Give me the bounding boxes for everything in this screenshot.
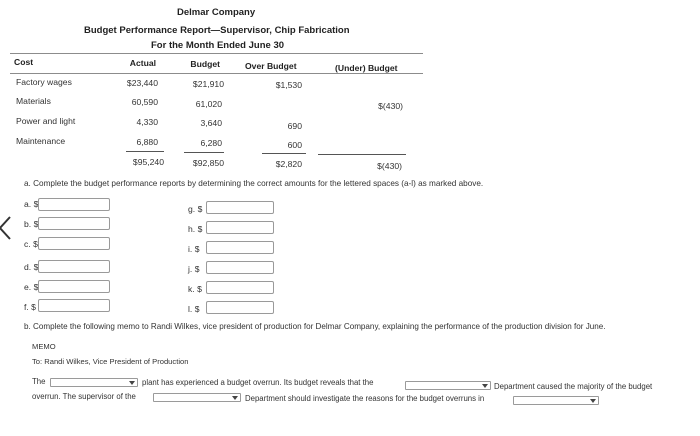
header-rule-top bbox=[10, 53, 423, 54]
cell-over: $1,530 bbox=[275, 80, 302, 90]
cell-budget: $21,910 bbox=[192, 79, 224, 89]
total-under: $(430) bbox=[377, 161, 402, 171]
part-a-instruction: a. Complete the budget performance reports by determining the correct amounts for the lettered spaces (a-l) as marked above. bbox=[24, 179, 484, 188]
row-label-materials: Materials bbox=[16, 96, 51, 106]
total-over: $2,820 bbox=[275, 159, 302, 169]
input-label-b: b. $ bbox=[24, 219, 39, 229]
row-label-power-and-light: Power and light bbox=[16, 116, 76, 126]
col-header-under: (Under) Budget bbox=[335, 63, 398, 73]
cell-actual: 60,590 bbox=[131, 97, 158, 107]
cell-over: 690 bbox=[287, 121, 302, 131]
input-label-h: h. $ bbox=[188, 224, 203, 234]
col-header-budget: Budget bbox=[190, 59, 220, 69]
chevron-down-icon bbox=[232, 396, 238, 400]
supervisor-department-select[interactable] bbox=[153, 393, 241, 402]
cell-budget: 61,020 bbox=[195, 99, 222, 109]
total-budget: $92,850 bbox=[192, 158, 224, 168]
memo-to: To: Randi Wilkes, Vice President of Production bbox=[32, 357, 189, 366]
answer-input-l[interactable] bbox=[206, 301, 274, 314]
answer-input-i[interactable] bbox=[206, 241, 274, 254]
row-label-maintenance: Maintenance bbox=[16, 136, 66, 146]
header-rule-bottom bbox=[10, 73, 423, 74]
answer-input-d[interactable] bbox=[38, 260, 110, 273]
input-label-c: c. $ bbox=[24, 239, 38, 249]
answer-input-b[interactable] bbox=[38, 217, 110, 230]
row-label-factory-wages: Factory wages bbox=[16, 77, 72, 87]
cell-actual: 6,880 bbox=[136, 137, 158, 147]
memo-s1-end: Department caused the majority of the budget bbox=[494, 382, 653, 391]
col-header-actual: Actual bbox=[129, 58, 156, 68]
chevron-left-icon[interactable] bbox=[0, 214, 16, 242]
total-actual: $95,240 bbox=[132, 157, 164, 167]
input-label-k: k. $ bbox=[188, 284, 202, 294]
answer-input-k[interactable] bbox=[206, 281, 274, 294]
memo-s1-mid: plant has experienced a budget overrun. Its budget reveals that the bbox=[142, 378, 374, 387]
department-majority-select[interactable] bbox=[405, 381, 491, 390]
answer-input-e[interactable] bbox=[38, 280, 110, 293]
input-label-e: e. $ bbox=[24, 282, 39, 292]
company-title: Delmar Company bbox=[177, 7, 256, 18]
input-label-f: f. $ bbox=[24, 302, 36, 312]
answer-input-g[interactable] bbox=[206, 201, 274, 214]
answer-input-c[interactable] bbox=[38, 237, 110, 250]
chevron-down-icon bbox=[129, 381, 135, 385]
chevron-down-icon bbox=[590, 399, 596, 403]
total-rule-under bbox=[318, 154, 406, 155]
memo-s1-the: The bbox=[32, 377, 46, 386]
part-b-instruction: b. Complete the following memo to Randi Wilkes, vice president of production for Delmar Company, explaining the performance of the production division for June. bbox=[24, 322, 606, 331]
col-header-cost: Cost bbox=[14, 57, 34, 67]
cell-under: $(430) bbox=[378, 101, 403, 111]
total-rule-actual bbox=[126, 151, 164, 152]
overrun-item-select[interactable] bbox=[513, 396, 599, 405]
col-header-over: Over Budget bbox=[245, 61, 297, 71]
answer-input-f[interactable] bbox=[38, 299, 110, 312]
answer-input-h[interactable] bbox=[206, 221, 274, 234]
memo-title: MEMO bbox=[32, 342, 56, 351]
input-label-g: g. $ bbox=[188, 204, 203, 214]
answer-input-a[interactable] bbox=[38, 198, 110, 211]
cell-over: 600 bbox=[287, 140, 302, 150]
input-label-l: l. $ bbox=[188, 304, 200, 314]
cell-actual: 4,330 bbox=[136, 117, 158, 127]
input-label-a: a. $ bbox=[24, 199, 39, 209]
plant-select[interactable] bbox=[50, 378, 138, 387]
report-period: For the Month Ended June 30 bbox=[151, 40, 285, 51]
memo-s2-end: Department should investigate the reasons for the budget overruns in bbox=[245, 394, 485, 403]
input-label-d: d. $ bbox=[24, 262, 39, 272]
chevron-down-icon bbox=[482, 384, 488, 388]
input-label-j: j. $ bbox=[188, 264, 200, 274]
report-title: Budget Performance Report—Supervisor, Chip Fabrication bbox=[84, 25, 350, 36]
total-rule-over bbox=[262, 153, 306, 154]
answer-input-j[interactable] bbox=[206, 261, 274, 274]
cell-budget: 3,640 bbox=[200, 118, 222, 128]
cell-budget: 6,280 bbox=[200, 138, 222, 148]
memo-s2-start: overrun. The supervisor of the bbox=[32, 392, 136, 401]
input-label-i: i. $ bbox=[188, 244, 200, 254]
cell-actual: $23,440 bbox=[126, 78, 158, 88]
total-rule-budget bbox=[184, 152, 224, 153]
